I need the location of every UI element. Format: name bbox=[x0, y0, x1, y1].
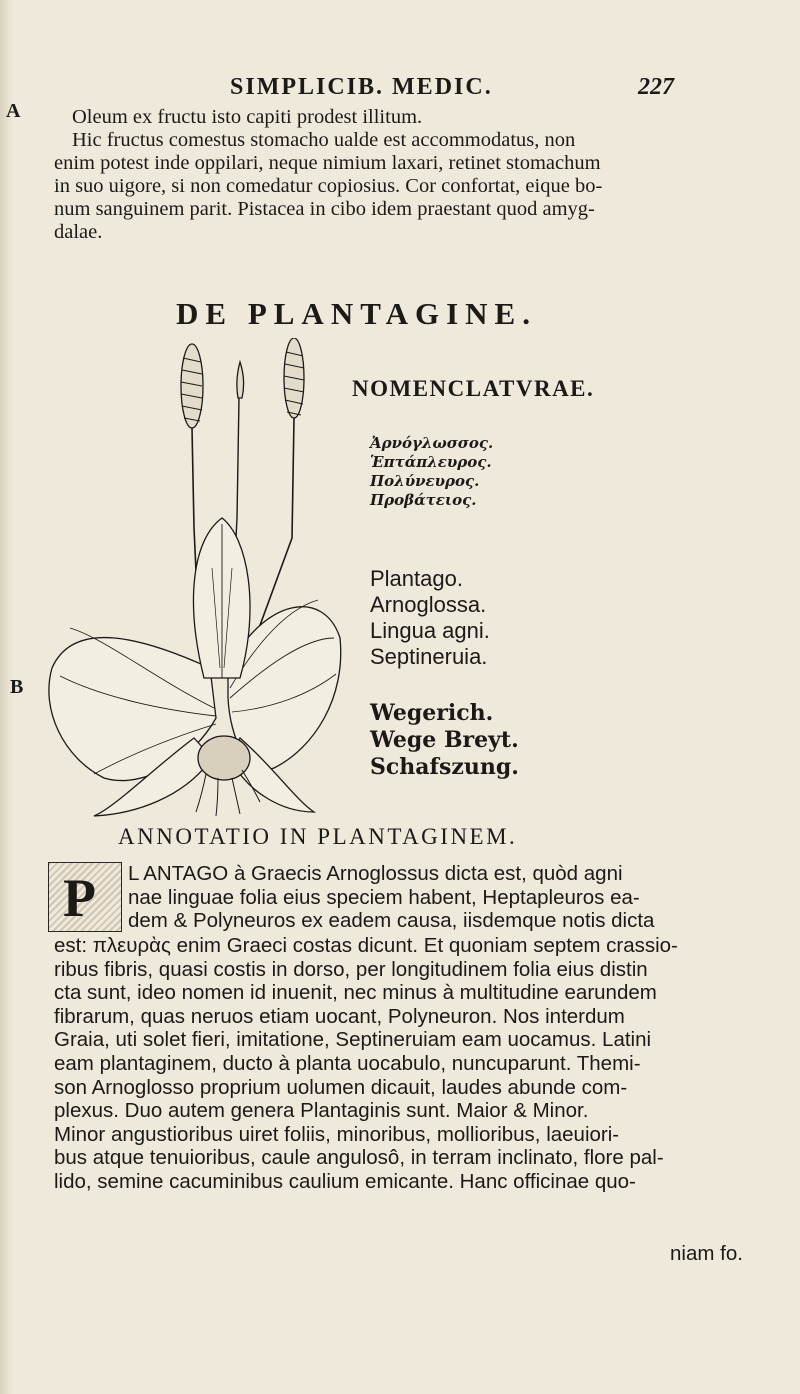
annotation-title: ANNOTATIO IN PLANTAGINEM. bbox=[118, 824, 518, 849]
latin-name: Arnoglossa. bbox=[370, 592, 487, 617]
text-line: dalae. bbox=[54, 221, 103, 243]
text-line: lido, semine cacuminibus caulium emicante. Hanc officinae quo- bbox=[54, 1169, 636, 1193]
text-line: num sanguinem parit. Pistacea in cibo idem praestant quod amyg- bbox=[54, 198, 595, 220]
text-line: Graia, uti solet fieri, imitatione, Septineruiam eam uocamus. Latini bbox=[54, 1028, 652, 1052]
text-line: eam plantaginem, ducto à planta uocabulo, nuncuparunt. Themi- bbox=[54, 1051, 641, 1075]
text-line: plexus. Duo autem genera Plantaginis sunt. Maior & Minor. bbox=[54, 1099, 589, 1123]
latin-name: Lingua agni. bbox=[370, 618, 490, 643]
decorated-initial bbox=[48, 862, 122, 932]
german-names bbox=[370, 700, 519, 781]
text-line: son Arnoglosso proprium uolumen dicauit, laudes abunde com- bbox=[54, 1075, 628, 1099]
text-line: Minor angustioribus uiret foliis, minoribus, mollioribus, laeuiori- bbox=[54, 1122, 620, 1146]
text-line: fibrarum, quas neruos etiam uocant, Polyneuron. Nos interdum bbox=[54, 1004, 625, 1028]
initial-letter: P bbox=[63, 868, 96, 928]
folio-number: 227 bbox=[638, 74, 674, 100]
latin-name: Septineruia. bbox=[370, 644, 488, 669]
latin-name: Plantago. bbox=[370, 566, 463, 591]
margin-mark-b: B bbox=[10, 676, 24, 698]
german-name: Wegerich. bbox=[370, 700, 494, 726]
text-line: Oleum ex fructu isto capiti prodest illitum. bbox=[72, 106, 423, 128]
plantago-woodcut-icon bbox=[34, 338, 346, 818]
text-line: bus atque tenuioribus, caule angulosô, in terram inclinato, flore pal- bbox=[54, 1146, 664, 1170]
text-line: enim potest inde oppilari, neque nimium laxari, retinet stomachum bbox=[54, 152, 601, 174]
text-line: Hic fructus comestus stomacho ualde est accommodatus, non bbox=[72, 129, 576, 151]
greek-name: Προβάτειος. bbox=[370, 491, 477, 509]
top-paragraph bbox=[54, 106, 766, 244]
german-name: Wege Breyt. bbox=[370, 727, 519, 753]
greek-names bbox=[370, 434, 493, 510]
nomenclature-title: NOMENCLATVRAE. bbox=[352, 376, 595, 401]
catchword: niam fo. bbox=[670, 1242, 743, 1265]
latin-names bbox=[370, 566, 490, 670]
text-line: est: πλευρὰς enim Graeci costas dicunt. Et quoniam septem crassio- bbox=[54, 934, 678, 957]
section-title: DE PLANTAGINE. bbox=[176, 296, 537, 331]
greek-name: Ἑπτάπλευρος. bbox=[370, 453, 492, 471]
running-head: SIMPLICIB. MEDIC. bbox=[230, 74, 493, 100]
text-line: in suo uigore, si non comedatur copiosius. Cor confortat, eique bo- bbox=[54, 175, 603, 197]
annotation-first-lines bbox=[128, 862, 766, 933]
margin-mark-a: A bbox=[6, 100, 21, 122]
text-line: L ANTAGO à Graecis Arnoglossus dicta est, quòd agni bbox=[128, 862, 623, 885]
greek-name: Πολύνευρος. bbox=[370, 472, 480, 490]
text-line: cta sunt, ideo nomen id inuenit, nec minus à multitudine earundem bbox=[54, 981, 657, 1005]
greek-name: Ἀρνόγλωσσος. bbox=[370, 434, 494, 452]
german-name: Schafszung. bbox=[370, 754, 519, 780]
text-line: ribus fibris, quasi costis in dorso, per longitudinem folia eius distin bbox=[54, 957, 648, 981]
annotation-body bbox=[54, 934, 768, 1194]
leaf-center bbox=[194, 518, 251, 678]
text-line: dem & Polyneuros ex eadem causa, iisdemque notis dicta bbox=[128, 909, 655, 932]
text-line: nae linguae folia eius speciem habent, Heptapleuros ea- bbox=[128, 885, 640, 909]
